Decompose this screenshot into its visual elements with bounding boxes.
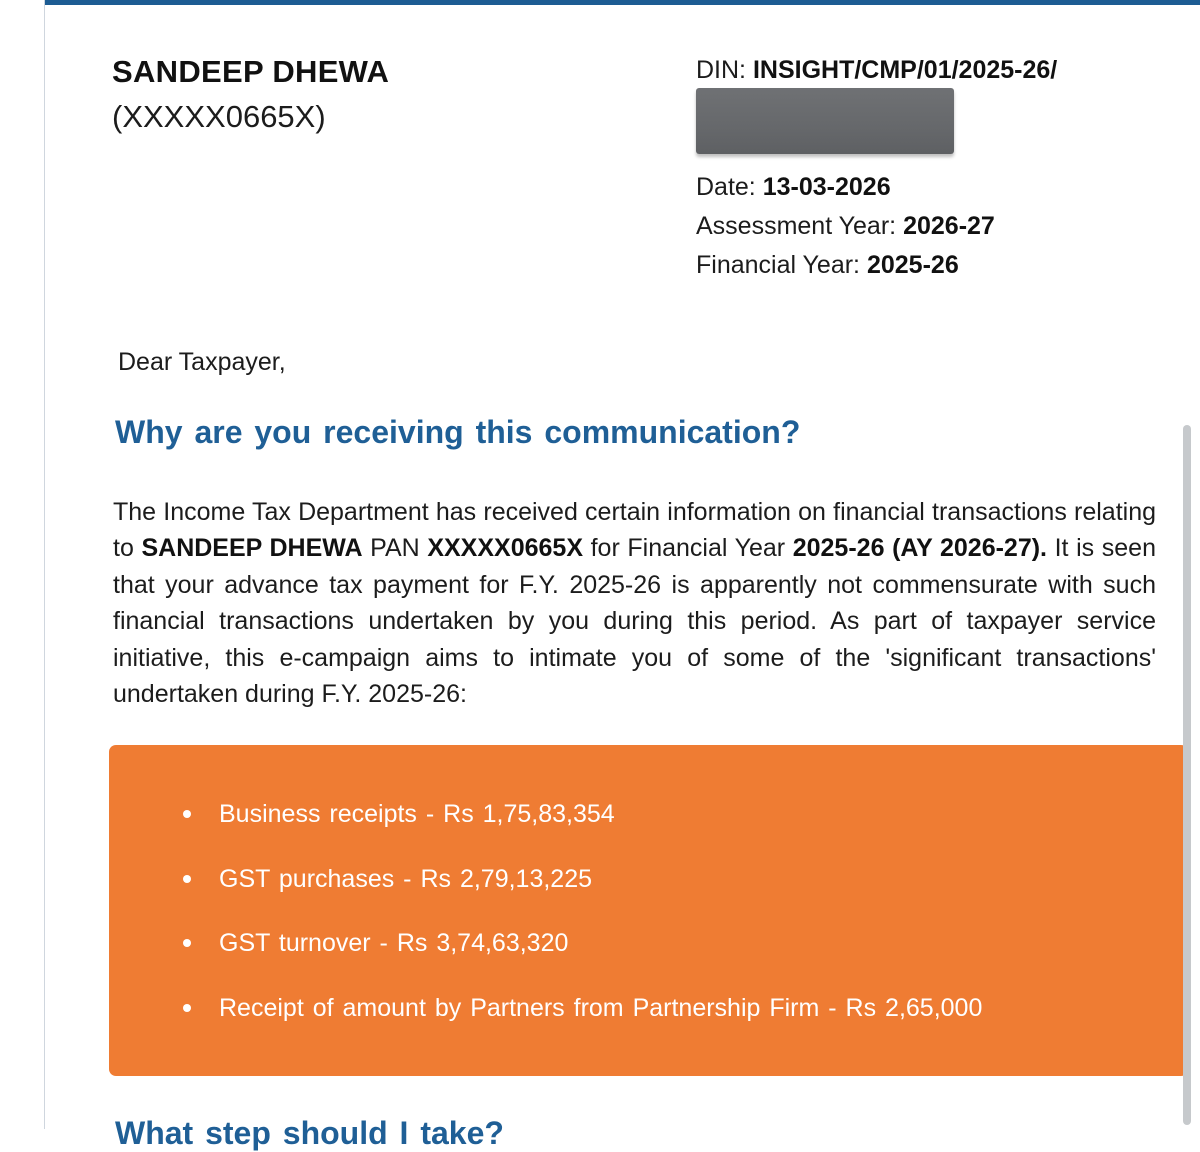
taxpayer-name: SANDEEP DHEWA [112, 54, 390, 89]
date-line [696, 173, 891, 202]
transaction-item [109, 926, 1188, 991]
transaction-text: Receipt of amount by Partners from Partnership Firm - Rs 2,65,000 [219, 993, 983, 1022]
din-line [696, 56, 1057, 85]
next-section-heading: What step should I take? [115, 1115, 504, 1151]
body-part-1: The Income Tax Department has received certain information on financial transactions relating to [113, 498, 1156, 563]
significant-transactions-box [109, 745, 1188, 1076]
redacted-din-block [696, 88, 954, 154]
body-pan: XXXXX0665X [427, 534, 583, 563]
intro-paragraph [113, 494, 1156, 712]
financial-year-label: Financial Year: [696, 251, 861, 279]
transaction-text: GST turnover - Rs 3,74,63,320 [219, 929, 569, 957]
top-accent-bar [44, 0, 1200, 5]
section-heading: Why are you receiving this communication? [115, 414, 801, 450]
assessment-year-line [696, 212, 995, 241]
bullet-icon [183, 810, 191, 818]
transaction-item [109, 991, 1188, 1056]
body-part-4: It is seen that your advance tax payment for F.Y. 2025-26 is apparently not commensurate with such financial transactions undertaken by you during this period. As part of taxpayer service initiative, this e-campaign aims to intimate you of some of the 'significant transactions' undertaken during F.Y. 2025-26: [113, 534, 1156, 709]
transaction-item [109, 862, 1188, 927]
body-part-2: PAN [370, 534, 420, 563]
din-label: DIN: [696, 56, 746, 84]
transaction-text: Business receipts - Rs 1,75,83,354 [219, 800, 615, 828]
body-fy-ay: 2025-26 (AY 2026-27). [792, 534, 1047, 563]
bullet-icon [183, 875, 191, 883]
transaction-text: GST purchases - Rs 2,79,13,225 [219, 864, 593, 893]
transaction-item [109, 797, 1188, 862]
din-value: INSIGHT/CMP/01/2025-26/ [752, 56, 1058, 84]
transaction-list [109, 797, 1188, 1055]
vertical-scrollbar[interactable] [1183, 425, 1191, 1125]
taxpayer-pan: (XXXXX0665X) [112, 99, 326, 134]
body-taxpayer-name: SANDEEP DHEWA [141, 534, 363, 563]
bullet-icon [183, 939, 191, 947]
body-part-3: for Financial Year [590, 534, 786, 563]
date-value: 13-03-2026 [762, 173, 891, 201]
financial-year-line [696, 251, 959, 280]
assessment-year-value: 2026-27 [903, 212, 995, 240]
financial-year-value: 2025-26 [866, 251, 959, 279]
salutation: Dear Taxpayer, [118, 348, 286, 376]
date-label: Date: [696, 173, 756, 201]
left-border-line [44, 0, 45, 1129]
assessment-year-label: Assessment Year: [696, 212, 897, 240]
bullet-icon [183, 1004, 191, 1012]
